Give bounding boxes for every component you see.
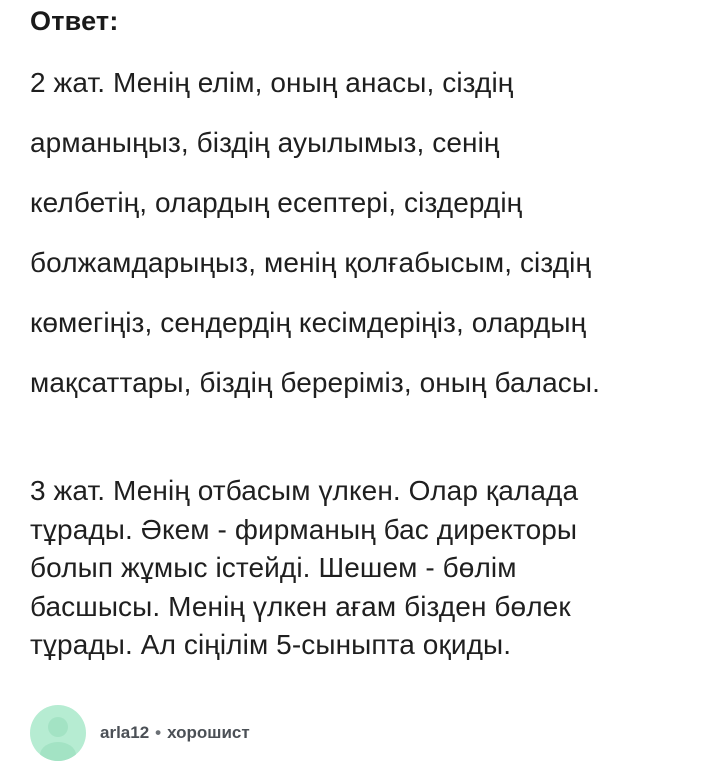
answer-paragraph-1	[30, 60, 700, 420]
answer-heading: Ответ:	[30, 6, 119, 36]
separator-dot: •	[155, 723, 162, 742]
user-avatar-icon[interactable]	[30, 705, 86, 761]
author-rank: хорошист	[167, 723, 250, 742]
answer-text-line: 2 жат. Менің елім, оның анасы, сіздің	[30, 67, 514, 98]
answer-text-line: мақсаттары, біздің берерiміз, оның баласы.	[30, 367, 600, 398]
answer-text-line: тұрады. Ал сіңілім 5-сыныпта оқиды.	[30, 629, 512, 660]
answer-text-line: тұрады. Әкем - фирманың бас директоры	[30, 513, 578, 545]
author-meta	[100, 723, 250, 743]
answer-text-line: арманыңыз, біздің ауылымыз, сенің	[30, 127, 500, 158]
answer-text-line: болып жұмыс істейді. Шешем - бөлім	[30, 552, 517, 583]
answer-text-line: көмегіңіз, сендердің кесімдеріңіз, олардың	[30, 307, 587, 338]
answer-text-line: келбетің, олардың есептері, сіздердің	[30, 187, 523, 218]
answer-text-line: басшысы. Менің үлкен ағам бізден бөлек	[30, 590, 571, 622]
answer-text-line: 3 жат. Менің отбасым үлкен. Олар қалада	[30, 475, 579, 506]
answer-paragraph-2	[30, 472, 700, 665]
avatar-silhouette	[30, 705, 86, 761]
author-row	[30, 705, 250, 761]
answer-text-line: болжамдарыңыз, менің қолғабысым, сіздің	[30, 247, 592, 278]
author-name-link[interactable]: arla12	[100, 723, 150, 742]
